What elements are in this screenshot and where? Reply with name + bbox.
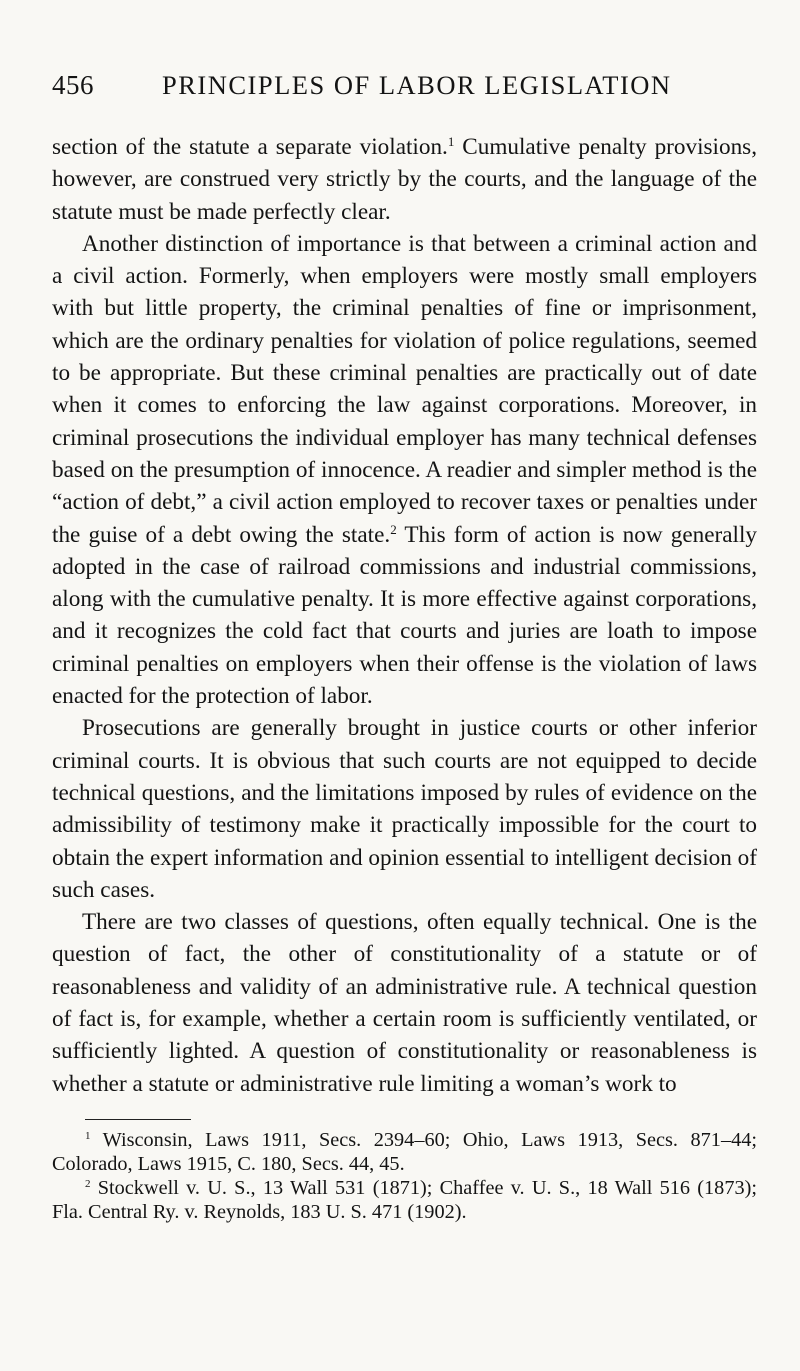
body-text (52, 131, 757, 1100)
page-header (52, 70, 757, 122)
footnote-1-marker: 1 (85, 1129, 91, 1142)
paragraph-4: There are two classes of questions, often equally technical. One is the question of fact, the other of constitutionality of a statute or of reasonableness and validity of an administrative rule. A technical question of fact is, for example, whether a certain room is sufficiently ventilated, or sufficiently lighted. A question of constitutionality or reasonableness is whether a statute or administrative rule limiting a woman’s work to (52, 909, 757, 1097)
book-page (52, 70, 757, 1224)
paragraph-1-text-b: Cumulative penalty provisions, however, are construed very strictly by the courts, and the language of the statute must be made perfectly clear. (52, 134, 757, 225)
paragraph-2 (52, 228, 757, 712)
footnote-1 (52, 1128, 757, 1176)
footnote-ref-1: 1 (447, 134, 455, 149)
footnote-divider (85, 1119, 191, 1120)
paragraph-3: Prosecutions are generally brought in justice courts or other inferior criminal courts. It is obvious that such courts are not equipped to decide technical questions, and the limitations imposed by rules of evidence on the admissibility of testimony make it practically impossible for the court to obtain the expert information and opinion essential to intelligent decision of such cases. (52, 715, 757, 903)
page-number: 456 (52, 70, 94, 100)
footnote-2-text: Stockwell v. U. S., 13 Wall 531 (1871); Chaffee v. U. S., 18 Wall 516 (1873); Fla. Central Ry. v. Reynolds, 183 U. S. 471 (1902). (52, 1176, 757, 1223)
paragraph-2-text-a: Another distinction of importance is that between a criminal action and a civil action. Formerly, when employers were mostly small employers with but little property, the criminal penalties of fine or imprisonment, which are the ordinary penalties for violation of police regulations, seemed to be appropriate. But these criminal penalties are practically out of date when it comes to enforcing the law against corporations. Moreover, in criminal prosecutions the individual employer has many technical defenses based on the presumption of innocence. A readier and simpler method is the “action of debt,” a civil action employed to recover taxes or penalties under the guise of a debt owing the state. (52, 230, 757, 548)
paragraph-1 (52, 131, 757, 228)
footnotes (52, 1128, 757, 1224)
footnote-2-marker: 2 (85, 1177, 91, 1190)
footnote-1-text: Wisconsin, Laws 1911, Secs. 2394–60; Ohio, Laws 1913, Secs. 871–44; Colorado, Laws 1915, C. 180, Secs. 44, 45. (52, 1128, 757, 1175)
paragraph-2-text-b: This form of action is now generally adopted in the case of railroad commissions and industrial commissions, along with the cumulative penalty. It is more effective against corporations, and it recognizes the cold fact that courts and juries are loath to impose criminal penalties on employers when their offense is the violation of laws enacted for the protection of labor. (52, 521, 757, 710)
footnote-ref-2: 2 (390, 521, 397, 537)
footnote-2 (52, 1176, 757, 1224)
paragraph-1-text-a: section of the statute a separate violation. (52, 134, 448, 160)
running-head: PRINCIPLES OF LABOR LEGISLATION (162, 70, 672, 100)
